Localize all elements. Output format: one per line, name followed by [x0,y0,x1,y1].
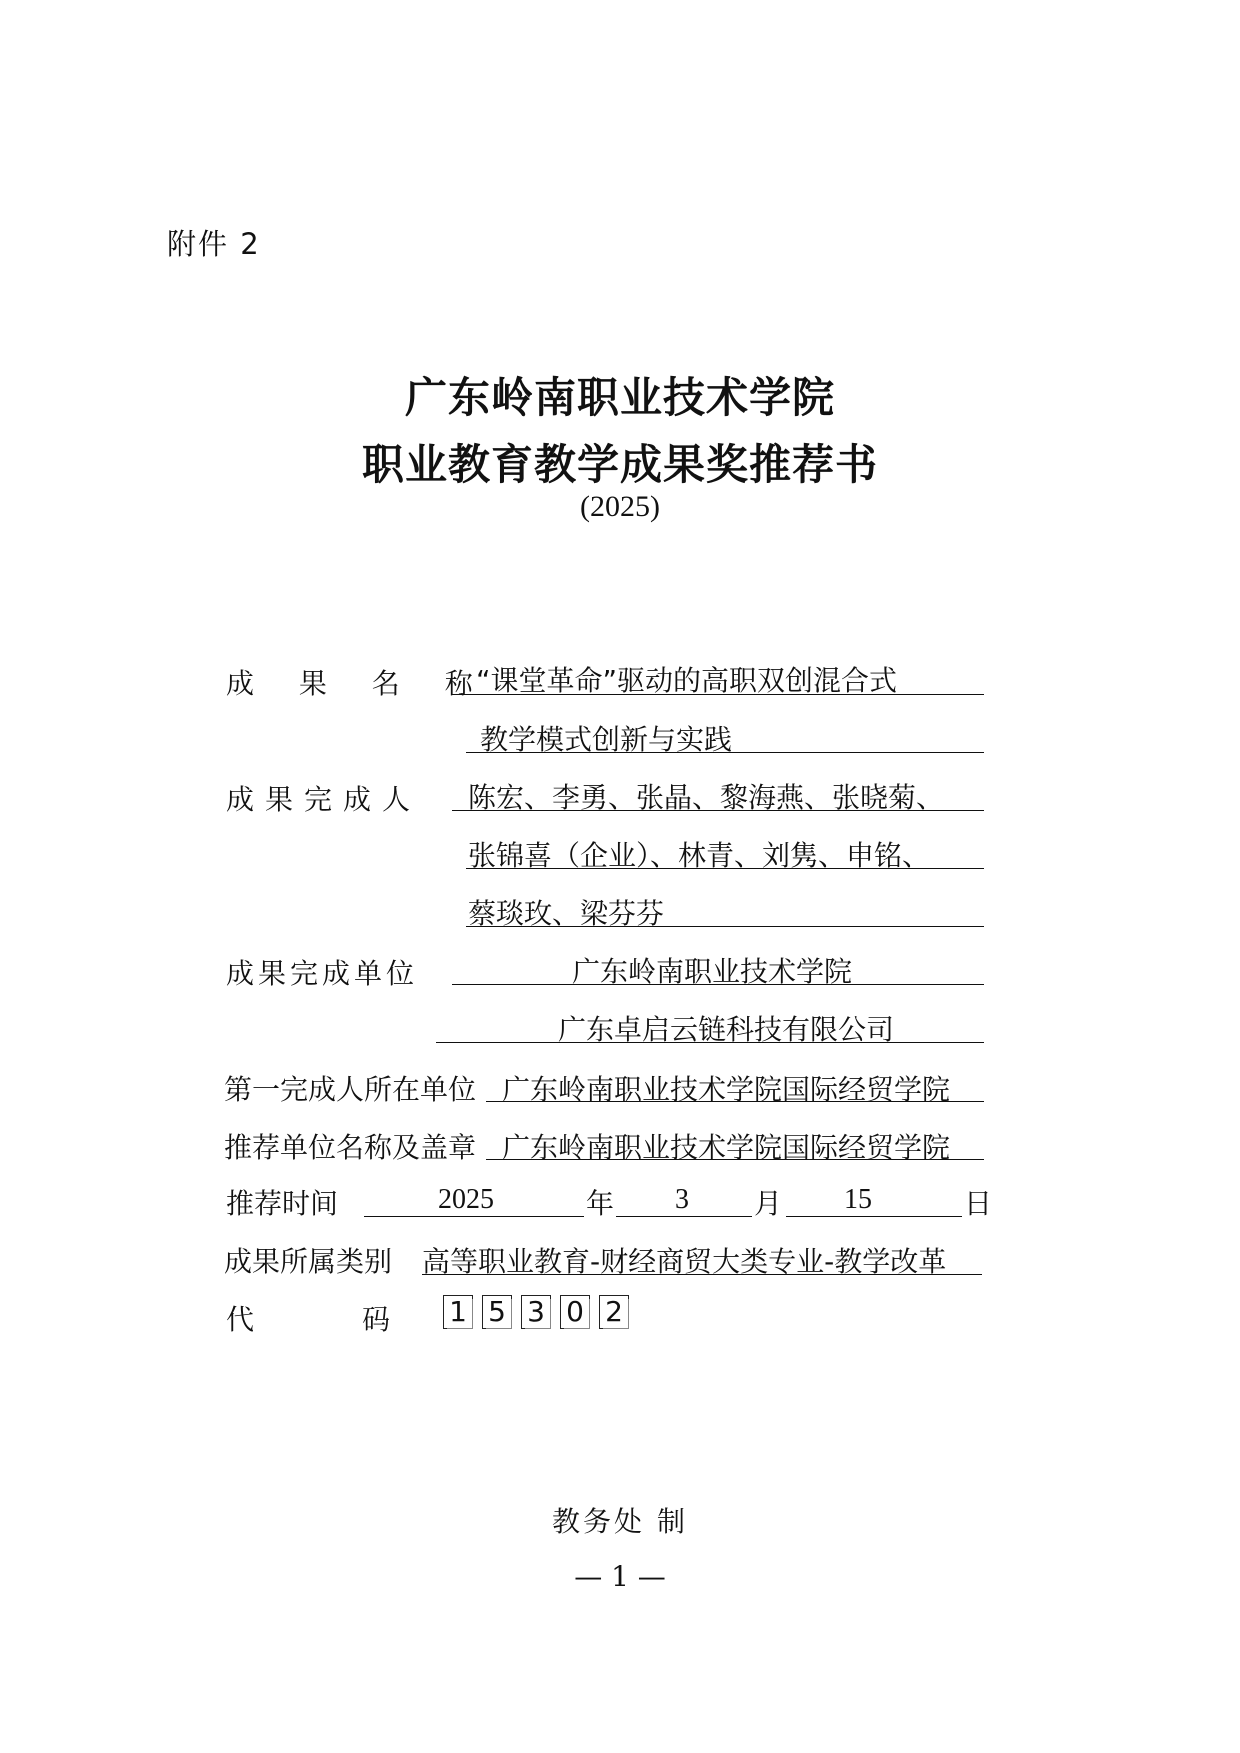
underline [452,694,984,695]
year-unit: 年 [586,1187,615,1220]
issuing-office: 教务处 制 [552,1505,688,1538]
month-unit: 月 [754,1187,783,1220]
underline [364,1216,584,1217]
first-unit-label: 第一完成人所在单位 [224,1073,477,1106]
code-digit-box: 1 [443,1295,473,1329]
date-year: 2025 [438,1184,494,1215]
underline [452,984,984,985]
code-label-right: 码 [362,1303,391,1336]
achievement-name-line1: “课堂革命”驱动的高职双创混合式 [476,664,898,697]
code-digit-box: 5 [482,1295,512,1329]
code-digit-box: 3 [521,1295,551,1329]
completers-line3: 蔡琰玫、梁芬芬 [468,897,665,930]
completers-label: 成果完成人 [226,783,422,816]
first-unit-value: 广东岭南职业技术学院国际经贸学院 [502,1073,951,1106]
underline [486,1101,984,1102]
underline [422,1274,982,1275]
completers-line2: 张锦喜（企业）、林青、刘隽、申铭、 [468,839,931,872]
achievement-name-label: 成 果 名 称 [226,667,491,700]
document-year: (2025) [580,490,660,523]
units-line1: 广东岭南职业技术学院 [572,955,853,988]
underline [466,926,984,927]
underline [436,1042,984,1043]
underline [466,868,984,869]
date-month: 3 [675,1184,689,1215]
code-digit-box: 2 [599,1295,629,1329]
category-value: 高等职业教育-财经商贸大类专业-教学改革 [422,1245,947,1278]
document-title-line2: 职业教育教学成果奖推荐书 [361,440,878,489]
underline [616,1216,752,1217]
completers-line1: 陈宏、李勇、张晶、黎海燕、张晓菊、 [468,781,945,814]
day-unit: 日 [964,1187,993,1220]
underline [486,1159,984,1160]
document-title-line1: 广东岭南职业技术学院 [404,373,835,422]
underline [452,810,984,811]
page-number: — 1 — [574,1560,666,1593]
code-digit-box: 0 [560,1295,590,1329]
category-label: 成果所属类别 [224,1245,393,1278]
date-day: 15 [844,1184,872,1215]
units-line2: 广东卓启云链科技有限公司 [558,1013,895,1046]
attachment-label: 附件 2 [167,227,261,261]
underline [466,752,984,753]
recommender-value: 广东岭南职业技术学院国际经贸学院 [502,1131,951,1164]
units-label: 成果完成单位 [226,957,419,990]
code-label-left: 代 [226,1303,255,1336]
underline [786,1216,962,1217]
recommender-label: 推荐单位名称及盖章 [224,1131,477,1164]
date-label: 推荐时间 [226,1187,339,1220]
achievement-name-line2: 教学模式创新与实践 [480,723,733,756]
